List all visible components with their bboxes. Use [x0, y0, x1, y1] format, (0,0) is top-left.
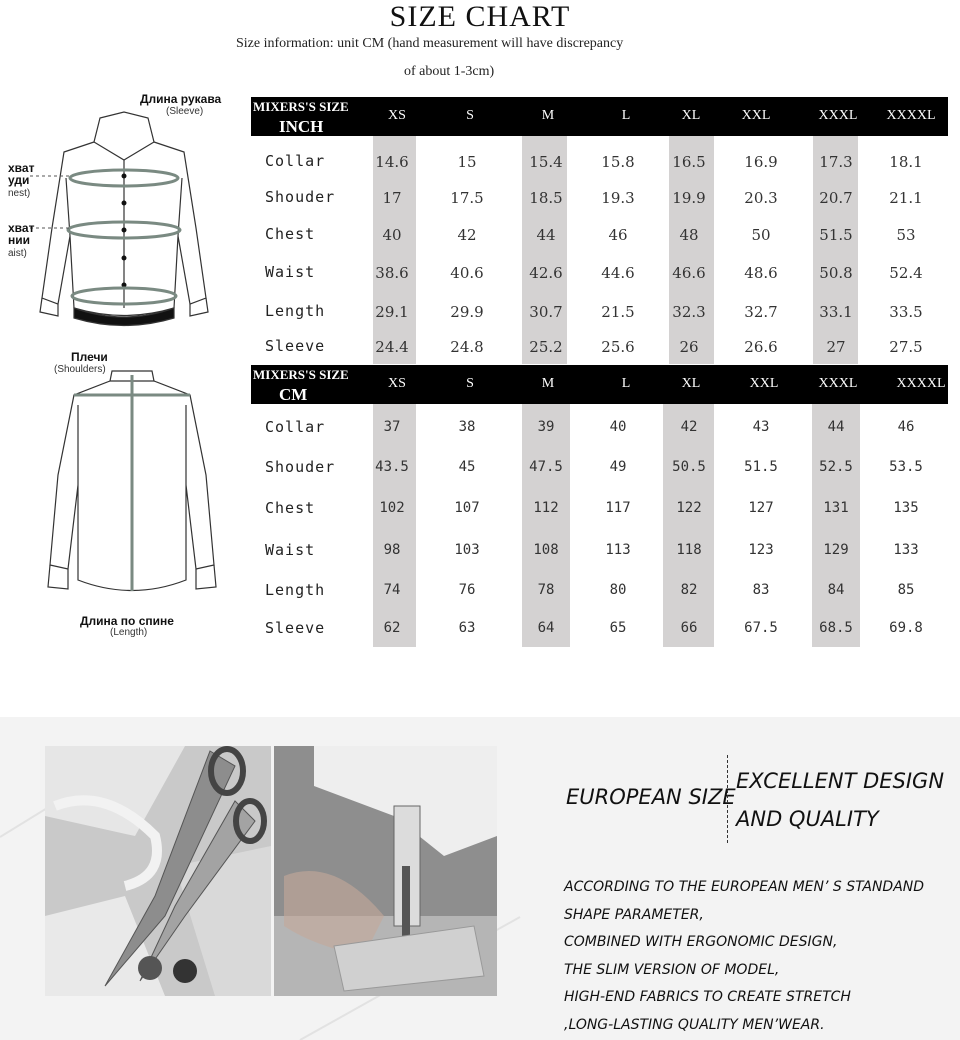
size-cell-s: 63	[458, 620, 476, 636]
size-cell-l: 19.3	[601, 189, 635, 207]
size-cell-m: 39	[537, 419, 555, 435]
sleeve-label-ru: Длина рукава	[140, 92, 222, 106]
promo-paragraph-line: COMBINED WITH ERGONOMIC DESIGN,	[564, 934, 838, 950]
promo-paragraph-line: THE SLIM VERSION OF MODEL,	[564, 961, 780, 978]
inch-header-label: MIXERS'S SIZE	[253, 99, 349, 114]
size-cell-l: 25.6	[601, 338, 635, 356]
row-label-collar: Collar	[265, 418, 326, 436]
size-cell-xl: 32.3	[672, 303, 706, 321]
sleeve-label-en: (Sleeve)	[166, 106, 204, 117]
size-cell-xxl: 16.9	[744, 153, 778, 171]
size-cell-xxxl: 27	[826, 338, 846, 356]
size-cell-xl: 122	[676, 500, 702, 516]
shoulders-label-en: (Shoulders)	[54, 364, 106, 375]
size-cell-s: 76	[458, 582, 476, 598]
promo-paragraph-line: SHAPE PARAMETER,	[564, 906, 704, 923]
shoulders-label-ru: Плечи	[71, 350, 108, 364]
size-cell-xs: 37	[383, 419, 401, 435]
size-cell-xxxxl: 135	[893, 500, 919, 516]
size-cell-l: 117	[605, 500, 631, 516]
size-cell-l: 21.5	[601, 303, 635, 321]
shirt-back-diagram	[40, 365, 225, 615]
size-cell-l: 40	[609, 419, 627, 435]
size-cell-xs: 62	[383, 620, 401, 636]
sewing-machine-photo	[274, 746, 497, 996]
size-cell-xxl: 26.6	[744, 338, 778, 356]
cm-size-xxl: XXL	[749, 376, 779, 391]
size-cell-xxxl: 44	[827, 419, 845, 435]
size-cell-xxl: 51.5	[744, 459, 778, 475]
shade-column-m	[522, 404, 570, 647]
european-size-title: EUROPEAN SIZE	[566, 785, 736, 809]
waist-label-en: aist)	[8, 248, 27, 259]
size-cell-xxl: 48.6	[744, 264, 778, 282]
promo-paragraph	[564, 874, 924, 1039]
cm-size-xxxxl: XXXXL	[896, 376, 946, 391]
inch-size-xxl: XXL	[741, 108, 771, 123]
size-cell-xxxl: 50.8	[819, 264, 853, 282]
size-cell-xxxxl: 85	[897, 582, 915, 598]
size-cell-l: 65	[609, 620, 627, 636]
tailoring-photo-scissors	[45, 746, 271, 996]
row-label-chest: Chest	[265, 499, 316, 517]
size-cell-xxxxl: 53.5	[889, 459, 923, 475]
size-cell-xxxl: 68.5	[819, 620, 853, 636]
size-cell-xxxl: 131	[823, 500, 849, 516]
size-cell-m: 78	[537, 582, 555, 598]
size-cell-xl: 48	[679, 226, 699, 244]
size-cell-xxxxl: 69.8	[889, 620, 923, 636]
cm-size-xl: XL	[681, 376, 701, 391]
size-cell-xxxl: 52.5	[819, 459, 853, 475]
size-cell-l: 49	[609, 459, 627, 475]
size-cell-s: 29.9	[450, 303, 484, 321]
size-cell-xxl: 50	[751, 226, 771, 244]
size-info-line-2: of about 1-3cm)	[404, 64, 495, 79]
cm-size-s: S	[466, 376, 474, 391]
size-cell-xxl: 20.3	[744, 189, 778, 207]
size-cell-m: 25.2	[529, 338, 563, 356]
size-cell-xxxxl: 46	[897, 419, 915, 435]
cm-size-l: L	[621, 376, 631, 391]
shade-column-xs	[373, 404, 416, 647]
size-cell-xxl: 32.7	[744, 303, 778, 321]
row-label-collar: Collar	[265, 152, 326, 170]
size-cell-s: 15	[457, 153, 477, 171]
inch-size-m: M	[541, 108, 555, 123]
size-cell-xxxl: 20.7	[819, 189, 853, 207]
size-cell-xs: 29.1	[375, 303, 409, 321]
waist-label-ru: хват нии	[8, 221, 35, 247]
size-cell-m: 18.5	[529, 189, 563, 207]
size-cell-xs: 43.5	[375, 459, 409, 475]
cm-size-m: M	[541, 376, 555, 391]
size-cell-xl: 50.5	[672, 459, 706, 475]
promo-divider	[727, 755, 728, 843]
size-cell-m: 42.6	[529, 264, 563, 282]
size-cell-s: 42	[457, 226, 477, 244]
and-quality-line: AND QUALITY	[736, 807, 879, 831]
size-cell-s: 38	[458, 419, 476, 435]
size-cell-s: 45	[458, 459, 476, 475]
size-cell-m: 44	[536, 226, 556, 244]
size-cell-s: 17.5	[450, 189, 484, 207]
cm-header-label: MIXERS'S SIZE	[253, 367, 349, 382]
size-cell-xl: 118	[676, 542, 702, 558]
size-cell-xxl: 43	[752, 419, 770, 435]
size-cell-xl: 26	[679, 338, 699, 356]
size-cell-xxxxl: 21.1	[889, 189, 923, 207]
size-cell-xs: 98	[383, 542, 401, 558]
size-cell-m: 108	[533, 542, 559, 558]
inch-size-xl: XL	[681, 108, 701, 123]
size-cell-l: 113	[605, 542, 631, 558]
size-cell-xxxxl: 52.4	[889, 264, 923, 282]
size-cell-l: 46	[608, 226, 628, 244]
promo-paragraph-line: ACCORDING TO THE EUROPEAN MEN’ S STANDAND	[564, 879, 925, 895]
size-cell-xxxl: 33.1	[819, 303, 853, 321]
size-cell-m: 15.4	[529, 153, 563, 171]
row-label-length: Length	[265, 302, 326, 320]
length-label-ru: Длина по спине	[80, 614, 174, 628]
inch-header-unit: INCH	[279, 117, 324, 136]
row-label-sleeve: Sleeve	[265, 337, 326, 355]
cm-header-unit: CM	[279, 385, 308, 404]
size-cell-xxxxl: 18.1	[889, 153, 923, 171]
size-cell-xxxl: 17.3	[819, 153, 853, 171]
cm-size-xxxl: XXXL	[818, 376, 858, 391]
size-cell-xxl: 127	[748, 500, 774, 516]
inch-size-xxxl: XXXL	[818, 108, 858, 123]
size-cell-xs: 102	[379, 500, 405, 516]
size-cell-xxxl: 129	[823, 542, 849, 558]
size-cell-s: 24.8	[450, 338, 484, 356]
row-label-shouder: Shouder	[265, 458, 336, 476]
size-cell-xs: 14.6	[375, 153, 409, 171]
inch-size-xs: XS	[388, 108, 406, 123]
size-cell-xl: 46.6	[672, 264, 706, 282]
size-cell-m: 30.7	[529, 303, 563, 321]
cm-table-header	[251, 365, 948, 404]
row-label-length: Length	[265, 581, 326, 599]
size-cell-s: 40.6	[450, 264, 484, 282]
size-cell-m: 64	[537, 620, 555, 636]
cm-size-xs: XS	[388, 376, 406, 391]
shirt-front-diagram	[30, 108, 220, 328]
size-cell-xxxl: 84	[827, 582, 845, 598]
row-label-waist: Waist	[265, 541, 316, 559]
size-info-line-1: Size information: unit CM (hand measurement will have discrepancy	[236, 36, 624, 51]
size-cell-xxxl: 51.5	[819, 226, 853, 244]
size-cell-xs: 74	[383, 582, 401, 598]
shade-column-xl	[663, 404, 714, 647]
size-cell-l: 80	[609, 582, 627, 598]
inch-size-xxxxl: XXXXL	[886, 108, 936, 123]
size-cell-xs: 40	[382, 226, 402, 244]
size-cell-xxxxl: 53	[896, 226, 916, 244]
size-cell-xs: 17	[382, 189, 402, 207]
size-cell-xl: 82	[680, 582, 698, 598]
size-cell-m: 47.5	[529, 459, 563, 475]
inch-size-s: S	[466, 108, 474, 123]
size-cell-xs: 24.4	[375, 338, 409, 356]
size-cell-s: 107	[454, 500, 480, 516]
inch-size-l: L	[621, 108, 631, 123]
size-cell-xs: 38.6	[375, 264, 409, 282]
excellent-design-line: EXCELLENT DESIGN	[736, 769, 945, 793]
size-cell-xxl: 123	[748, 542, 774, 558]
size-cell-xxl: 83	[752, 582, 770, 598]
size-cell-xxl: 67.5	[744, 620, 778, 636]
promo-paragraph-line: ,LONG-LASTING QUALITY MEN’WEAR.	[564, 1016, 825, 1033]
size-cell-xl: 66	[680, 620, 698, 636]
size-cell-xxxxl: 27.5	[889, 338, 923, 356]
row-label-waist: Waist	[265, 263, 316, 281]
size-cell-s: 103	[454, 542, 480, 558]
size-cell-xl: 42	[680, 419, 698, 435]
size-cell-xl: 16.5	[672, 153, 706, 171]
size-cell-m: 112	[533, 500, 559, 516]
size-cell-xxxxl: 133	[893, 542, 919, 558]
size-cell-l: 15.8	[601, 153, 635, 171]
row-label-chest: Chest	[265, 225, 316, 243]
size-cell-l: 44.6	[601, 264, 635, 282]
chest-label-ru: хват уди	[8, 161, 35, 187]
inch-table-header	[251, 97, 948, 136]
chest-label-en: nest)	[8, 188, 31, 199]
shade-column-xxxl	[812, 404, 860, 647]
length-label-en: (Length)	[110, 627, 148, 638]
promo-paragraph-line: HIGH-END FABRICS TO CREATE STRETCH	[564, 989, 851, 1005]
row-label-sleeve: Sleeve	[265, 619, 326, 637]
size-cell-xl: 19.9	[672, 189, 706, 207]
page-title: SIZE CHART	[389, 0, 571, 33]
row-label-shouder: Shouder	[265, 188, 336, 206]
size-cell-xxxxl: 33.5	[889, 303, 923, 321]
